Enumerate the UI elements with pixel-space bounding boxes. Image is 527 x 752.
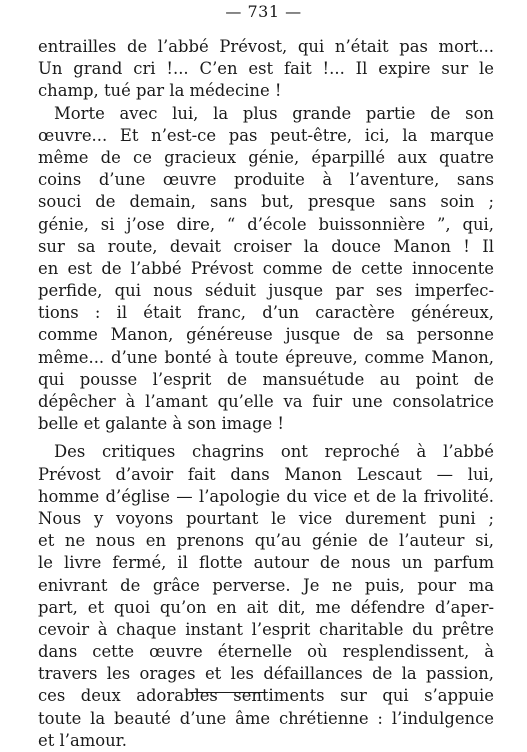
paragraph xyxy=(38,103,494,436)
text-line: qui pousse l’esprit de mansuétude au point de xyxy=(38,369,494,389)
text-line: comme Manon, généreuse jusque de sa personne xyxy=(38,325,494,345)
text-line: en est de l’abbé Prévost comme de cette innocente xyxy=(38,258,494,278)
text-line: souci de demain, sans but, presque sans soin ; xyxy=(38,192,494,212)
text-line: Des critiques chagrins ont reproché à l’abbé xyxy=(54,442,494,462)
text-line: tions : il était franc, d’un caractère généreux, xyxy=(38,303,494,323)
text-line: œuvre... Et n’est-ce pas peut-être, ici, la marque xyxy=(38,125,494,145)
text-line: coins d’une œuvre produite à l’aventure, sans xyxy=(38,170,494,190)
text-line: ces deux adorables sentiments sur qui s’appuie xyxy=(38,686,494,706)
text-line: part, et quoi qu’on en ait dit, me défendre d’aper- xyxy=(38,597,494,617)
text-line: toute la beauté d’une âme chrétienne : l’indulgence xyxy=(38,708,494,728)
text-line: le livre fermé, il flotte autour de nous un parfum xyxy=(38,553,494,573)
text-line: dans cette œuvre éternelle où resplendissent, à xyxy=(38,642,494,662)
text-line: dépêcher à l’amant qu’elle va fuir une consolatrice xyxy=(38,392,494,411)
page-number: — 731 — xyxy=(225,2,302,21)
text-line: même... d’une bonté à toute épreuve, comme Manon, xyxy=(38,347,494,367)
paragraph xyxy=(38,441,494,752)
text-line: et ne nous en prenons qu’au génie de l’auteur si, xyxy=(38,531,494,551)
text-line: enivrant de grâce perverse. Je ne puis, pour ma xyxy=(38,575,494,595)
text-line: Morte avec lui, la plus grande partie de son xyxy=(54,103,494,123)
text-line: Nous y voyons pourtant le vice durement puni ; xyxy=(38,508,494,528)
text-line: Prévost d’avoir fait dans Manon Lescaut — lui, xyxy=(38,464,494,484)
text-line: homme d’église — l’apologie du vice et de la frivolité. xyxy=(38,486,494,506)
text-line: même de ce gracieux génie, éparpillé aux quatre xyxy=(38,147,494,167)
text-line: et l’amour. xyxy=(38,730,127,750)
body-text xyxy=(38,36,494,752)
text-line: Un grand cri !... C’en est fait !... Il expire sur le xyxy=(38,59,494,79)
text-line: cevoir à chaque instant l’esprit charitable du prêtre xyxy=(38,619,494,639)
paragraph xyxy=(38,36,494,103)
text-line: génie, si j’ose dire, “ d’école buissonnière ”, qui, xyxy=(38,214,494,234)
text-line: sur sa route, devait croiser la douce Manon ! Il xyxy=(38,236,494,256)
text-line: perfide, qui nous séduit jusque par ses imperfec- xyxy=(38,281,494,301)
text-line: belle et galante à son image ! xyxy=(38,414,284,434)
text-line: travers les orages et les défaillances de la passion, xyxy=(38,664,494,684)
footer-rule xyxy=(191,692,267,693)
text-line: entrailles de l’abbé Prévost, qui n’était pas mort... xyxy=(38,37,494,56)
text-line: champ, tué par la médecine ! xyxy=(38,81,282,101)
